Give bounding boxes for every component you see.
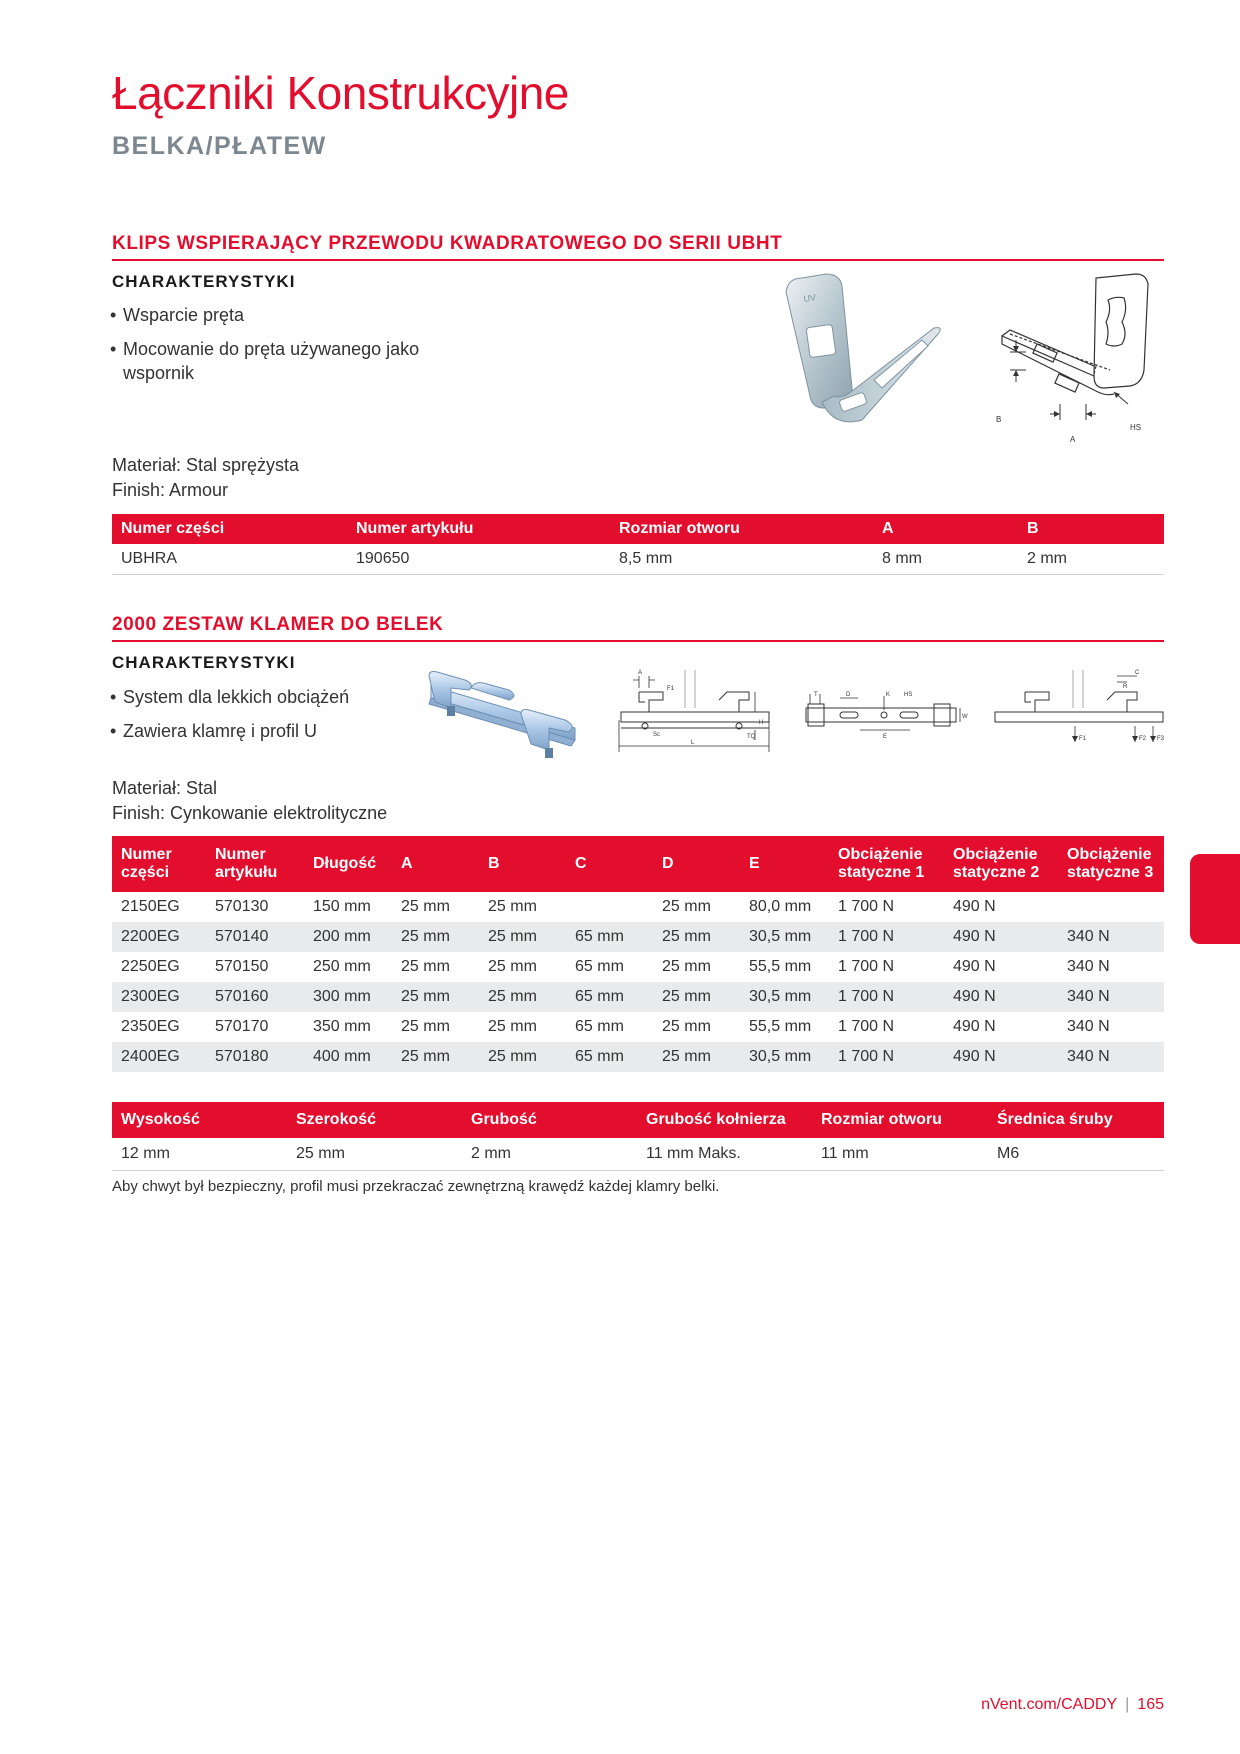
table-row xyxy=(112,982,1164,1012)
page-title: Łączniki Konstrukcyjne xyxy=(112,67,569,119)
table-cell: 150 mm xyxy=(313,898,371,915)
finish-text: Finish: Armour xyxy=(112,480,229,500)
table-cell: 25 mm xyxy=(287,1138,462,1171)
col-header: Rozmiar otworu xyxy=(610,514,873,544)
table-cell: 55,5 mm xyxy=(749,1018,812,1035)
table-cell: 1 700 N xyxy=(838,898,895,915)
table-cell: 570170 xyxy=(215,1018,269,1035)
col-header: D xyxy=(653,836,740,892)
dim-label-f2: F2 xyxy=(1139,736,1147,742)
section1-title: KLIPS WSPIERAJĄCY PRZEWODU KWADRATOWEGO DO SERII UBHT xyxy=(112,233,783,254)
col-header: Obciążenie statyczne 2 xyxy=(944,836,1058,892)
page-number: 165 xyxy=(1137,1696,1164,1713)
table-cell: 340 N xyxy=(1067,1018,1110,1035)
beam-clamp-load-drawing xyxy=(993,668,1165,752)
section2-bullets xyxy=(110,685,410,753)
table-cell: 25 mm xyxy=(392,982,479,1012)
dim-label-t: T xyxy=(814,692,818,698)
bullet-item: • Zawiera klamrę i profil U xyxy=(110,719,410,743)
table-cell: 30,5 mm xyxy=(740,982,829,1012)
table-row xyxy=(112,544,1164,575)
col-header: Rozmiar otworu xyxy=(812,1102,988,1138)
dim-label-tq: TQ xyxy=(747,734,756,740)
table-cell: 190650 xyxy=(347,544,610,575)
dim-label-a: A xyxy=(1070,435,1076,444)
page-footer xyxy=(981,1696,1164,1714)
table-row xyxy=(112,952,1164,982)
bullet-item: • System dla lekkich obciążeń xyxy=(110,685,410,709)
table-row xyxy=(112,1012,1164,1042)
table-cell: 25 mm xyxy=(401,898,450,915)
section2-dimensions-table xyxy=(112,1102,1164,1171)
table-cell: 80,0 mm xyxy=(749,898,812,915)
beam-clamp-side-drawing xyxy=(615,668,775,752)
col-header: Numer artykułu xyxy=(206,836,304,892)
dim-label-f3: F3 xyxy=(1157,736,1165,742)
table-cell xyxy=(1058,892,1164,922)
table-cell: 340 N xyxy=(1058,922,1164,952)
table-cell: 490 N xyxy=(953,898,996,915)
table-cell: 25 mm xyxy=(488,958,537,975)
table-row xyxy=(112,1138,1164,1171)
col-header: Długość xyxy=(304,836,392,892)
table-cell: 25 mm xyxy=(488,1018,537,1035)
table-cell: 25 mm xyxy=(662,898,711,915)
col-header: Obciążenie statyczne 3 xyxy=(1058,836,1164,892)
dim-label-f1b: F1 xyxy=(1079,736,1087,742)
table-cell: UBHRA xyxy=(112,544,347,575)
table-cell: 1 700 N xyxy=(829,922,944,952)
table-cell: 25 mm xyxy=(653,922,740,952)
table-cell: 65 mm xyxy=(566,922,653,952)
page-subtitle: BELKA/PŁATEW xyxy=(112,132,327,160)
dim-label-d: D xyxy=(846,692,851,698)
dim-label-l: L xyxy=(691,740,695,746)
table-cell: 65 mm xyxy=(575,958,624,975)
section1-rule xyxy=(112,259,1164,261)
ubhra-clip-photo xyxy=(782,270,952,440)
col-header: A xyxy=(392,836,479,892)
table-cell: 25 mm xyxy=(479,982,566,1012)
table-cell: 25 mm xyxy=(653,1042,740,1072)
col-header: Numer części xyxy=(112,514,347,544)
section2-table xyxy=(112,836,1164,1072)
table-cell: 340 N xyxy=(1058,982,1164,1012)
col-header: Grubość xyxy=(462,1102,637,1138)
col-header: A xyxy=(873,514,1018,544)
dim-label-sc: Sc xyxy=(653,732,661,738)
table-cell: 25 mm xyxy=(392,922,479,952)
section1-features-heading: CHARAKTERYSTYKI xyxy=(112,272,296,291)
dim-label-a: A xyxy=(638,670,643,676)
table-cell: 490 N xyxy=(953,1018,996,1035)
dim-label-w: W xyxy=(962,714,968,720)
table-row xyxy=(112,1042,1164,1072)
table-cell: 570130 xyxy=(215,898,269,915)
table-cell: 25 mm xyxy=(392,1042,479,1072)
material-text: Materiał: Stal sprężysta xyxy=(112,455,300,475)
dim-label-hs: HS xyxy=(904,692,913,698)
section2-table-body xyxy=(112,892,1164,1072)
svg-text:UV: UV xyxy=(802,292,817,304)
dim-label-c: C xyxy=(1135,670,1140,676)
col-header: B xyxy=(1018,514,1164,544)
table-cell: 25 mm xyxy=(401,958,450,975)
table-cell: 25 mm xyxy=(662,1018,711,1035)
table-cell: 11 mm xyxy=(812,1138,988,1171)
section1-bullets xyxy=(110,303,470,395)
table-cell: 55,5 mm xyxy=(749,958,812,975)
dim-label-b: B xyxy=(996,415,1002,424)
table-cell: 340 N xyxy=(1058,1042,1164,1072)
table-cell: 570160 xyxy=(206,982,304,1012)
col-header: Średnica śruby xyxy=(988,1102,1164,1138)
col-header: E xyxy=(740,836,829,892)
dim-label-r: R xyxy=(1123,684,1128,690)
col-header: Grubość kołnierza xyxy=(637,1102,812,1138)
table-cell: 250 mm xyxy=(313,958,371,975)
footer-link[interactable]: nVent.com/CADDY xyxy=(981,1696,1118,1713)
table-cell: 300 mm xyxy=(304,982,392,1012)
table-cell: 25 mm xyxy=(479,922,566,952)
section2-features-heading: CHARAKTERYSTYKI xyxy=(112,653,296,672)
table-cell: 400 mm xyxy=(304,1042,392,1072)
table-cell: 2 mm xyxy=(462,1138,637,1171)
section2-rule xyxy=(112,640,1164,642)
table-cell: 25 mm xyxy=(479,1042,566,1072)
bullet-item: • Mocowanie do pręta używanego jako wspornik xyxy=(110,337,470,385)
col-header: B xyxy=(479,836,566,892)
table-cell: 2250EG xyxy=(121,958,180,975)
table-cell: 25 mm xyxy=(653,982,740,1012)
dim-label-hs: HS xyxy=(1130,423,1142,432)
material-text: Materiał: Stal xyxy=(112,778,218,798)
table-cell: 1 700 N xyxy=(829,1042,944,1072)
table-cell: 490 N xyxy=(944,1042,1058,1072)
table-cell: 65 mm xyxy=(566,982,653,1012)
table-cell: 65 mm xyxy=(575,1018,624,1035)
table-cell: 340 N xyxy=(1067,958,1110,975)
beam-clamp-set-photo xyxy=(425,670,585,760)
bullet-item: • Wsparcie pręta xyxy=(110,303,470,327)
table-cell: 8 mm xyxy=(873,544,1018,575)
section2-note: Aby chwyt był bezpieczny, profil musi przekraczać zewnętrzną krawędź każdej klamry belki. xyxy=(112,1178,720,1195)
footer-separator: | xyxy=(1125,1696,1130,1713)
table-cell: 570140 xyxy=(206,922,304,952)
table-cell: 25 mm xyxy=(662,958,711,975)
finish-text: Finish: Cynkowanie elektrolityczne xyxy=(112,803,388,823)
table-cell: M6 xyxy=(988,1138,1164,1171)
col-header: Numer artykułu xyxy=(347,514,610,544)
table-cell: 12 mm xyxy=(112,1138,287,1171)
section2-material xyxy=(112,776,387,826)
table-cell: 2200EG xyxy=(112,922,206,952)
table-cell: 570150 xyxy=(215,958,269,975)
table-cell: 1 700 N xyxy=(838,1018,895,1035)
table-cell: 65 mm xyxy=(566,1042,653,1072)
table-cell: 11 mm Maks. xyxy=(637,1138,812,1171)
table-cell: 570180 xyxy=(206,1042,304,1072)
table-cell: 490 N xyxy=(944,922,1058,952)
ubhra-dimension-drawing xyxy=(990,270,1160,450)
table-cell: 30,5 mm xyxy=(740,922,829,952)
col-header: Obciążenie statyczne 1 xyxy=(829,836,944,892)
col-header: Szerokość xyxy=(287,1102,462,1138)
table-cell: 2300EG xyxy=(112,982,206,1012)
chapter-tab-marker xyxy=(1190,854,1240,944)
table-row xyxy=(112,922,1164,952)
table-cell: 1 700 N xyxy=(829,982,944,1012)
dim-label-h: H xyxy=(759,720,764,726)
table-cell: 30,5 mm xyxy=(740,1042,829,1072)
section1-material xyxy=(112,453,299,503)
col-header: Wysokość xyxy=(112,1102,287,1138)
beam-clamp-top-drawing xyxy=(800,690,970,746)
col-header: Numer części xyxy=(112,836,206,892)
table-cell: 2350EG xyxy=(121,1018,180,1035)
dim-label-e: E xyxy=(883,734,888,740)
table-cell: 350 mm xyxy=(313,1018,371,1035)
dim-label-k: K xyxy=(886,692,891,698)
col-header: C xyxy=(566,836,653,892)
table-cell xyxy=(566,892,653,922)
table-cell: 490 N xyxy=(944,982,1058,1012)
table-cell: 8,5 mm xyxy=(610,544,873,575)
section2-title: 2000 ZESTAW KLAMER DO BELEK xyxy=(112,614,444,635)
table-cell: 25 mm xyxy=(401,1018,450,1035)
table-cell: 25 mm xyxy=(488,898,537,915)
table-cell: 2400EG xyxy=(112,1042,206,1072)
table-cell: 2 mm xyxy=(1018,544,1164,575)
table-cell: 2150EG xyxy=(121,898,180,915)
table-cell: 490 N xyxy=(953,958,996,975)
section1-table xyxy=(112,514,1164,575)
dim-label-f1: F1 xyxy=(667,686,675,692)
table-row xyxy=(112,892,1164,922)
table-cell: 200 mm xyxy=(304,922,392,952)
table-cell: 1 700 N xyxy=(838,958,895,975)
